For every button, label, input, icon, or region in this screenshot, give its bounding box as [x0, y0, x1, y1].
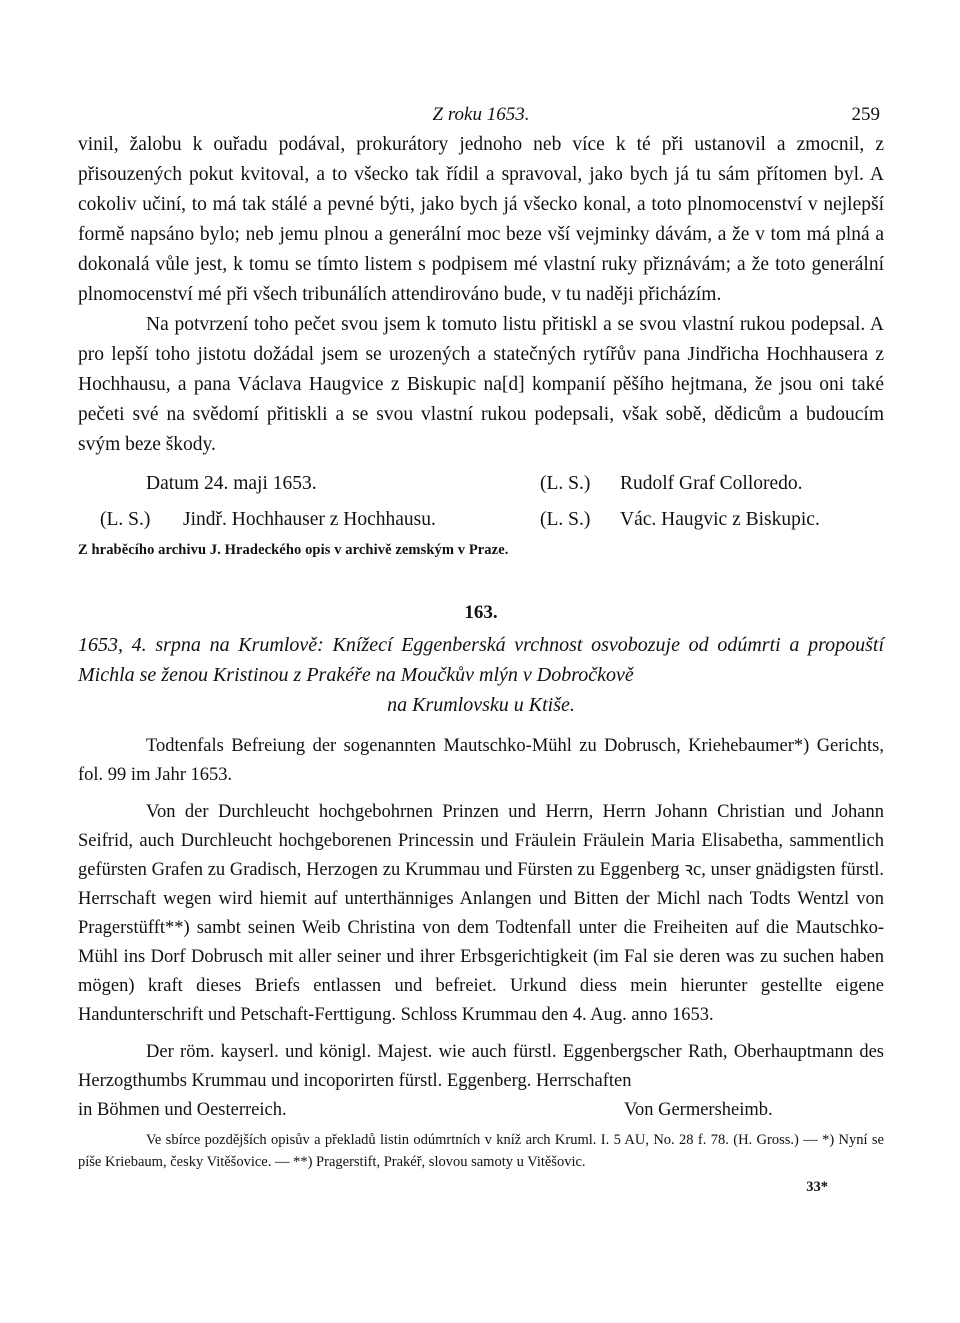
- document-number: 163.: [464, 602, 498, 623]
- closing-left: in Böhmen und Oesterreich.: [78, 1100, 287, 1120]
- footnote-text: Ve sbírce pozdějších opisův a překladů listin odúmrtních v kníž arch Kruml. I. 5 AU, No. 28 f. 78. (H. Gross.) — *) Nyní se píše Kriebaum, česky Vitěšovice. — **) Pragerstift, Prakéř, slovou samoty u Vitěšovic.: [78, 1132, 884, 1170]
- seal-mark-3: (L. S.): [540, 509, 591, 530]
- signatory-hochhauser: Jindř. Hochhauser z Hochhausu.: [183, 509, 436, 530]
- closing-signatory: Von Germersheimb.: [624, 1100, 773, 1120]
- running-title: Z roku 1653.: [432, 104, 530, 125]
- source-text: Todtenfals Befreiung der sogenannten Mautschko-Mühl zu Dobrusch, Kriehebaumer*) Gerichts, fol. 99 im Jahr 1653.: [78, 736, 884, 785]
- signature-row-1: [78, 468, 884, 500]
- datum-line: Datum 24. maji 1653.: [146, 473, 317, 494]
- czech-paragraph-1: vinil, žalobu k ouřadu podával, prokurátory jednoho neb více k té při ustanovil a zmocnil, z přisouzených pokut kvitoval, a to všecko tak řídil a spravoval, jako bych já tu sám přítomen byl. A cokoliv učiní, to má tak stálé a pevné býti, jako bych já všecko konal, a toto plnomocenství v nejlepší formě napsáno bylo; neb jemu plnou a generální moc beze vší vejminky dávám, a že v tom má plná a dokonalá vůle jest, k tomu se tímto listem s podpisem mé vlastní ruky přiznávám; a že toto generální plnomocenství mé při všech tribunálích attendirováno bude, v tu naději přicházím.: [78, 134, 884, 305]
- document-page: [78, 100, 884, 1196]
- archive-note: Z hraběcího archivu J. Hradeckého opis v archivě zemským v Praze.: [78, 542, 509, 558]
- seal-mark-2: (L. S.): [100, 509, 151, 530]
- page-number: 259: [851, 104, 880, 125]
- german-paragraph-1: Von der Durchleucht hochgebohrnen Prinzen und Herrn, Herrn Johann Christian und Johann Seifrid, auch Durchleucht hochgeborenen Princessin und Fräulein Fräulein Maria Elisabetha, sammentlich gefürsten Grafen zu Gradisch, Herzogen zu Krummau und Fürsten zu Eggenberg ꝛc, unser gnädigsten fürstl. Herrschaft wegen wird hiemit auf unterthänniges Anlangen und Bitten der Michl nach Todts Wentzl von Pragerstüfft**) sambt seinen Weib Christina von dem Todtenfall unter die Freiheiten auf die Mautschko-Mühl ins Dorf Dobrusch mit aller seiner und ihrer Erbsgerichtigkeit (im Fal sie deren was zu suchen haben mögen) kraft dieses Briefs entlassen und befreiet. Urkund diess mein hierunter gestellte eigene Handunterschrift und Petschaft-Ferttigung. Schloss Krummau den 4. Aug. anno 1653.: [78, 802, 884, 1025]
- closing-line: [78, 1096, 884, 1125]
- czech-paragraph-2: Na potvrzení toho pečet svou jsem k tomuto listu přitiskl a se svou vlastní rukou podepsal. A pro lepší toho jistotu dožádal jsem se urozených a statečných rytířův pana Jindřicha Hochhausera z Hochhausu, a pana Václava Haugvice z Biskupic na[d] kompanií pěšího hejtmana, že jsou oni také pečeti své na svědomí přitiskli a se svou vlastní rukou podepsali, však sobě, dědicům a budoucím svým beze škody.: [78, 314, 884, 455]
- signatory-haugvic: Vác. Haugvic z Biskupic.: [620, 509, 820, 530]
- signatory-colloredo: Rudolf Graf Colloredo.: [620, 473, 803, 494]
- german-paragraph-2: Der röm. kayserl. und königl. Majest. wie auch fürstl. Eggenbergscher Rath, Oberhauptmann des Herzogthumbs Krummau und incoporirten fürstl. Eggenberg. Herrschaften: [78, 1042, 884, 1091]
- document-title: [78, 630, 884, 720]
- document-title-main: 1653, 4. srpna na Krumlově: Knížecí Eggenberská vrchnost osvobozuje od odúmrti a propouští Michla se ženou Kristinou z Prakéře na Moučkův mlýn v Dobročkově: [78, 634, 884, 686]
- sheet-signature-mark: 33*: [806, 1179, 828, 1195]
- czech-text-block: [78, 130, 884, 460]
- seal-mark-1: (L. S.): [540, 473, 591, 494]
- signature-row-2: [78, 504, 884, 536]
- footnotes: [78, 1129, 884, 1173]
- page-header: [78, 100, 884, 130]
- document-source: [78, 732, 884, 790]
- german-text-block: [78, 798, 884, 1125]
- document-title-end: na Krumlovsku u Ktiše.: [387, 694, 575, 716]
